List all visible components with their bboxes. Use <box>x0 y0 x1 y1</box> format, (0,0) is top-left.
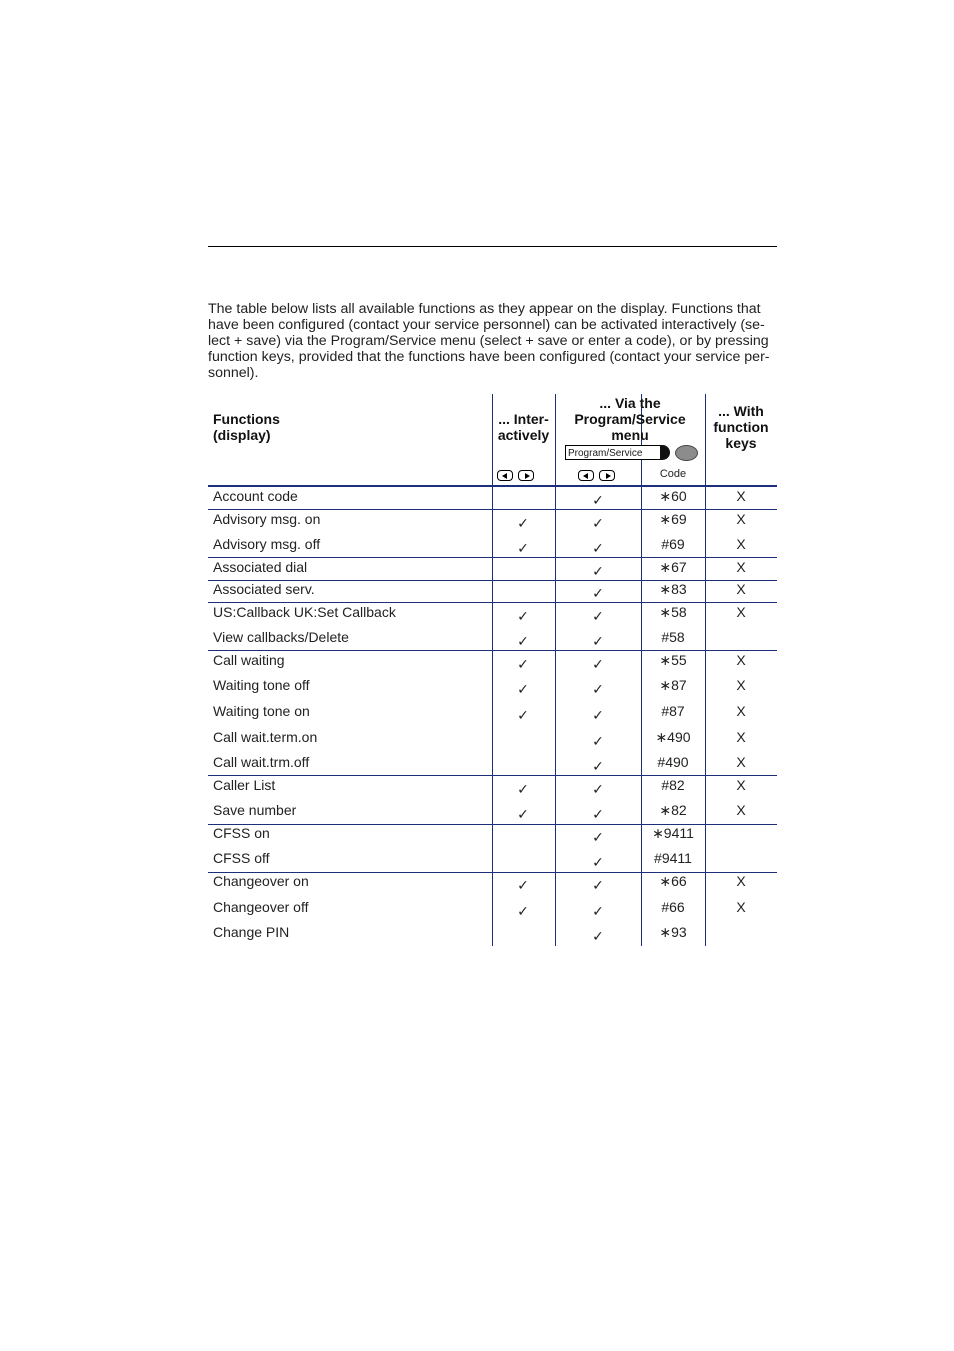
function-key-mark: X <box>736 604 746 620</box>
menu-check: ✓ <box>592 733 604 749</box>
function-key-mark: X <box>736 677 746 693</box>
column-divider <box>705 394 706 946</box>
menu-check: ✓ <box>592 854 604 870</box>
function-code: #87 <box>661 703 685 719</box>
header-interactively-line: ... Inter- <box>498 411 549 427</box>
intro-line: have been configured (contact your service personnel) can be activated interactively (se- <box>208 317 765 333</box>
group-rule <box>208 872 777 873</box>
function-name: Change PIN <box>213 924 290 940</box>
interactive-check: ✓ <box>517 707 529 723</box>
header-function-keys-line: ... With <box>718 403 764 419</box>
interactive-check: ✓ <box>517 781 529 797</box>
menu-check: ✓ <box>592 903 604 919</box>
function-key-mark: X <box>736 581 746 597</box>
right-arrow-key-icon <box>599 470 615 481</box>
intro-line: The table below lists all available functions as they appear on the display. Functions that <box>208 301 761 317</box>
group-rule <box>208 602 777 603</box>
right-arrow-key-icon <box>518 470 534 481</box>
function-key-mark: X <box>736 729 746 745</box>
function-name: US:Callback UK:Set Callback <box>213 604 396 620</box>
header-via-menu-line: menu <box>611 427 649 443</box>
function-key-mark: X <box>736 873 746 889</box>
function-key-mark: X <box>736 488 746 504</box>
menu-check: ✓ <box>592 563 604 579</box>
menu-check: ✓ <box>592 656 604 672</box>
menu-check: ✓ <box>592 877 604 893</box>
menu-check: ✓ <box>592 633 604 649</box>
header-functions-line: Functions <box>213 411 280 427</box>
function-code: #58 <box>661 629 685 645</box>
menu-check: ✓ <box>592 585 604 601</box>
function-code: ∗83 <box>659 581 687 597</box>
header-functions <box>213 411 280 443</box>
menu-check: ✓ <box>592 806 604 822</box>
interactive-check: ✓ <box>517 681 529 697</box>
group-rule <box>208 509 777 510</box>
function-name: Associated serv. <box>213 581 315 597</box>
function-key-mark: X <box>736 703 746 719</box>
menu-check: ✓ <box>592 758 604 774</box>
menu-check: ✓ <box>592 608 604 624</box>
function-code: ∗58 <box>659 604 687 620</box>
function-name: Account code <box>213 488 298 504</box>
function-code: ∗60 <box>659 488 687 504</box>
interactive-check: ✓ <box>517 806 529 822</box>
interactive-check: ✓ <box>517 903 529 919</box>
header-via-menu-line: Program/Service <box>574 411 686 427</box>
intro-line: sonnel). <box>208 365 259 381</box>
interactive-check: ✓ <box>517 608 529 624</box>
menu-check: ✓ <box>592 829 604 845</box>
interactive-check: ✓ <box>517 656 529 672</box>
menu-check: ✓ <box>592 515 604 531</box>
header-function-keys-line: keys <box>725 435 757 451</box>
group-rule <box>208 650 777 651</box>
interactive-check: ✓ <box>517 877 529 893</box>
ok-key-icon <box>675 445 698 461</box>
nav-keys-menu <box>578 470 615 482</box>
header-functions-line: (display) <box>213 427 271 443</box>
function-key-mark: X <box>736 802 746 818</box>
function-name: Changeover off <box>213 899 309 915</box>
function-name: Advisory msg. on <box>213 511 321 527</box>
menu-check: ✓ <box>592 781 604 797</box>
function-name: View callbacks/Delete <box>213 629 349 645</box>
menu-check: ✓ <box>592 540 604 556</box>
group-rule <box>208 824 777 825</box>
nav-keys-interactive <box>497 470 534 482</box>
function-key-mark: X <box>736 559 746 575</box>
header-interactively <box>492 411 555 443</box>
intro-paragraph <box>208 301 780 381</box>
header-interactively-line: actively <box>497 427 550 443</box>
top-rule <box>208 246 777 247</box>
function-key-mark: X <box>736 652 746 668</box>
function-code: ∗67 <box>659 559 687 575</box>
function-key-mark: X <box>736 777 746 793</box>
function-name: CFSS on <box>213 825 270 841</box>
header-function-keys-line: function <box>713 419 769 435</box>
display-arrow-icon <box>660 445 670 460</box>
group-rule <box>208 580 777 581</box>
function-code: #66 <box>661 899 685 915</box>
function-code: ∗93 <box>659 924 687 940</box>
interactive-check: ✓ <box>517 633 529 649</box>
interactive-check: ✓ <box>517 515 529 531</box>
function-name: Advisory msg. off <box>213 536 321 552</box>
header-rule <box>208 485 777 487</box>
header-via-menu <box>555 395 705 443</box>
function-name: Waiting tone off <box>213 677 310 693</box>
function-name: Associated dial <box>213 559 308 575</box>
function-code: ∗82 <box>659 802 687 818</box>
intro-line: lect + save) via the Program/Service menu (select + save or enter a code), or by pressing <box>208 333 769 349</box>
function-code: #490 <box>657 754 689 770</box>
function-name: Call wait.term.on <box>213 729 318 745</box>
header-via-menu-line: ... Via the <box>599 395 661 411</box>
function-code: #82 <box>661 777 685 793</box>
menu-check: ✓ <box>592 928 604 944</box>
function-name: Call waiting <box>213 652 285 668</box>
function-code: ∗66 <box>659 873 687 889</box>
function-code: ∗9411 <box>652 825 694 841</box>
function-name: Waiting tone on <box>213 703 310 719</box>
function-code: ∗87 <box>659 677 687 693</box>
function-code: #69 <box>661 536 685 552</box>
function-name: Caller List <box>213 777 276 793</box>
intro-line: function keys, provided that the functions have been configured (contact your service per- <box>208 349 770 365</box>
interactive-check: ✓ <box>517 540 529 556</box>
function-name: Call wait.trm.off <box>213 754 310 770</box>
group-rule <box>208 557 777 558</box>
group-rule <box>208 775 777 776</box>
function-code: ∗69 <box>659 511 687 527</box>
function-key-mark: X <box>736 511 746 527</box>
function-code: ∗490 <box>655 729 691 745</box>
function-code: ∗55 <box>659 652 687 668</box>
code-label: Code <box>659 468 687 480</box>
left-arrow-key-icon <box>578 470 594 481</box>
function-name: Save number <box>213 802 297 818</box>
menu-check: ✓ <box>592 492 604 508</box>
function-key-mark: X <box>736 536 746 552</box>
functions-table <box>208 394 777 946</box>
program-service-display: Program/Service <box>565 445 662 460</box>
menu-check: ✓ <box>592 707 604 723</box>
header-function-keys <box>705 403 777 451</box>
function-name: Changeover on <box>213 873 309 889</box>
function-name: CFSS off <box>213 850 270 866</box>
function-code: #9411 <box>654 850 692 866</box>
left-arrow-key-icon <box>497 470 513 481</box>
menu-check: ✓ <box>592 681 604 697</box>
function-key-mark: X <box>736 754 746 770</box>
function-key-mark: X <box>736 899 746 915</box>
